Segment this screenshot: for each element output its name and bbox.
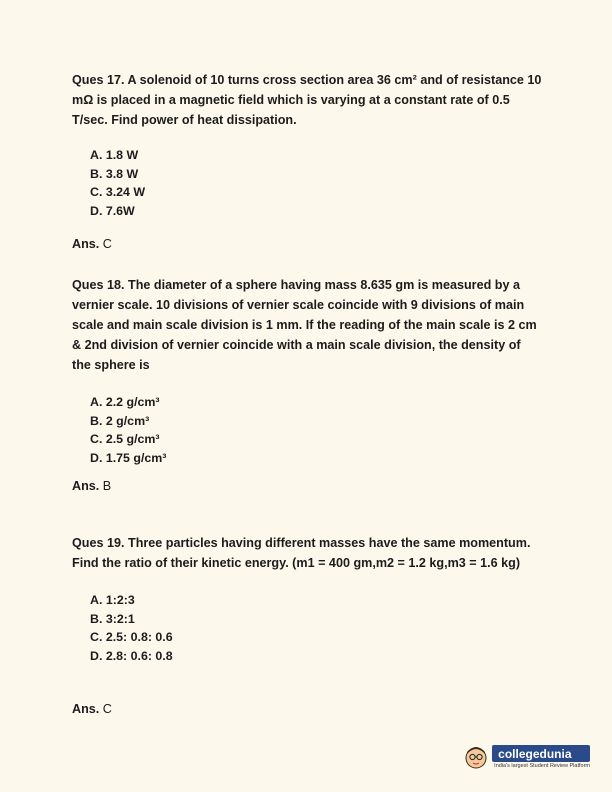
- question-18-options: [90, 393, 542, 467]
- question-19-text: Ques 19. Three particles having different masses have the same momentum. Find the ratio of their kinetic energy. (m1 = 400 gm,m2 = 1.2 kg,m3 = 1.6 kg): [72, 536, 531, 570]
- question-18-text: Ques 18. The diameter of a sphere having mass 8.635 gm is measured by a vernier scale. 10 divisions of vernier scale coincide with 9 divisions of main scale and main scale division is 1 mm. If the reading of the main scale is 2 cm & 2nd division of vernier coincide with a main scale division, the density of the sphere is: [72, 278, 537, 372]
- option-d: D. 1.75 g/cm³: [90, 450, 167, 465]
- logo-name: collegedunia: [492, 745, 590, 762]
- option-c: C. 2.5 g/cm³: [90, 432, 160, 446]
- question-19-options: [90, 591, 542, 665]
- question-17: [72, 70, 542, 220]
- answer-18: [72, 479, 111, 493]
- answer-19: [72, 702, 112, 716]
- option-a: A. 2.2 g/cm³: [90, 395, 160, 409]
- option-a: A. 1:2:3: [90, 593, 135, 607]
- option-b: B. 3.8 W: [90, 166, 139, 181]
- question-19: [72, 533, 542, 665]
- option-d: D. 7.6W: [90, 203, 135, 218]
- question-18: [72, 275, 542, 467]
- answer-17: [72, 237, 112, 251]
- question-17-options: [90, 146, 542, 220]
- option-b: B. 2 g/cm³: [90, 413, 150, 428]
- option-b: B. 3:2:1: [90, 611, 135, 626]
- logo-tagline: India's largest Student Review Platform: [494, 762, 590, 769]
- answer-label: Ans.: [72, 479, 100, 493]
- option-d: D. 2.8: 0.6: 0.8: [90, 648, 173, 663]
- mascot-icon: [464, 744, 488, 770]
- option-a: A. 1.8 W: [90, 148, 139, 162]
- answer-value: C: [102, 702, 112, 716]
- question-17-text: Ques 17. A solenoid of 10 turns cross section area 36 cm² and of resistance 10 mΩ is placed in a magnetic field which is varying at a constant rate of 0.5 T/sec. Find power of heat dissipation.: [72, 73, 542, 127]
- collegedunia-logo: [464, 744, 590, 770]
- option-c: C. 3.24 W: [90, 185, 146, 199]
- answer-value: B: [102, 479, 112, 493]
- answer-label: Ans.: [72, 237, 100, 251]
- answer-label: Ans.: [72, 702, 100, 716]
- answer-value: C: [102, 237, 112, 251]
- option-c: C. 2.5: 0.8: 0.6: [90, 630, 173, 644]
